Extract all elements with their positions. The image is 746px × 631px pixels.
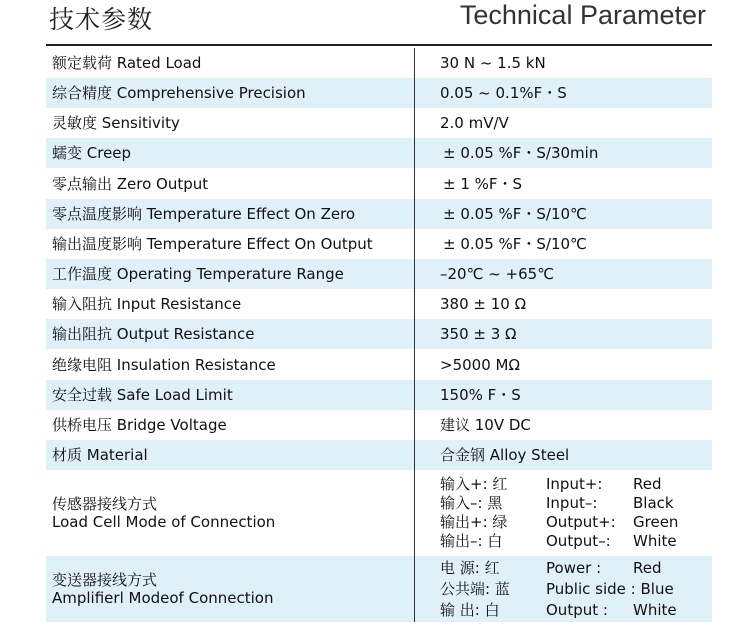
wire-cn: 公共端: 蓝 <box>440 579 510 598</box>
spec-value: ± 1 %F・S <box>443 174 523 193</box>
amplifier-connection-row <box>46 556 712 622</box>
wire-color: Red <box>633 558 662 577</box>
spec-value: >5000 MΩ <box>440 355 520 374</box>
spec-value: 建议 10V DC <box>440 416 531 434</box>
spec-label: 安全过载 Safe Load Limit <box>46 380 415 410</box>
spec-value: ± 0.05 %F・S/10℃ <box>443 235 587 253</box>
spec-label: 输出温度影响 Temperature Effect On Output <box>46 229 415 259</box>
amplifier-connection-label <box>46 556 415 622</box>
spec-table <box>46 48 712 622</box>
load-cell-connection-row <box>46 470 712 556</box>
title-english: Technical Parameter <box>459 0 706 30</box>
wire-en: Output : <box>546 600 608 619</box>
wire-cn: 输入+: 红 <box>440 475 508 493</box>
spec-value: 380 ± 10 Ω <box>440 295 527 313</box>
title-chinese: 技术参数 <box>49 5 154 34</box>
label-cn: 传感器接线方式 <box>52 495 158 513</box>
wire-en: Input–: <box>546 494 598 512</box>
wire-color: Red <box>633 475 662 493</box>
spec-row <box>46 380 712 410</box>
spec-row <box>46 229 712 259</box>
spec-value: ± 0.05 %F・S/30min <box>443 144 599 162</box>
spec-row <box>46 48 712 78</box>
wire-cn: 输出+: 绿 <box>440 513 508 531</box>
header-rule <box>46 44 712 46</box>
wire-en: Power : <box>546 558 602 577</box>
spec-value: ± 0.05 %F・S/10℃ <box>443 205 587 223</box>
spec-label: 灵敏度 Sensitivity <box>46 108 415 138</box>
wire-en: Output+: <box>546 513 616 531</box>
spec-row <box>46 138 712 168</box>
amplifier-wires <box>415 558 712 621</box>
spec-row <box>46 410 712 440</box>
header <box>0 0 746 44</box>
spec-row <box>46 259 712 289</box>
wire-color: White <box>633 600 677 619</box>
spec-label: 零点输出 Zero Output <box>46 168 415 199</box>
wire-cn: 输入–: 黑 <box>440 494 503 512</box>
spec-row <box>46 319 712 349</box>
spec-row <box>46 108 712 138</box>
load-cell-wires <box>415 475 712 551</box>
spec-value: 30 N ~ 1.5 kN <box>440 54 546 72</box>
wire-cn: 输 出: 白 <box>440 600 500 619</box>
spec-value: 150% F・S <box>440 386 521 404</box>
spec-row <box>46 440 712 470</box>
spec-row <box>46 289 712 319</box>
wire-en: Public side : Blue <box>546 579 674 598</box>
spec-value: 350 ± 3 Ω <box>440 325 517 343</box>
spec-label: 输入阻抗 Input Resistance <box>46 289 415 319</box>
spec-label: 额定载荷 Rated Load <box>46 48 415 78</box>
spec-label: 零点温度影响 Temperature Effect On Zero <box>46 199 415 229</box>
label-en: Load Cell Mode of Connection <box>52 513 276 531</box>
spec-label: 供桥电压 Bridge Voltage <box>46 410 415 440</box>
spec-value: 合金钢 Alloy Steel <box>440 446 570 464</box>
load-cell-connection-label <box>46 470 415 556</box>
wire-color: White <box>633 532 677 550</box>
label-cn: 变送器接线方式 <box>52 571 158 589</box>
wire-en: Input+: <box>546 475 603 493</box>
wire-color: Black <box>633 494 674 512</box>
spec-label: 输出阻抗 Output Resistance <box>46 319 415 349</box>
wire-cn: 输出–: 白 <box>440 532 503 550</box>
wire-cn: 电 源: 红 <box>440 558 500 577</box>
spec-row <box>46 199 712 229</box>
spec-label: 工作温度 Operating Temperature Range <box>46 259 415 289</box>
label-en: Amplifierl Modeof Connection <box>52 589 274 607</box>
spec-value: –20℃ ~ +65℃ <box>440 265 555 283</box>
wire-en: Output–: <box>546 532 611 550</box>
spec-label: 蠕变 Creep <box>46 138 415 168</box>
spec-label: 综合精度 Comprehensive Precision <box>46 78 415 108</box>
spec-value: 2.0 mV/V <box>440 114 509 132</box>
spec-row <box>46 78 712 108</box>
spec-value: 0.05 ~ 0.1%F・S <box>440 84 567 102</box>
spec-row <box>46 168 712 199</box>
wire-color: Green <box>633 513 679 531</box>
spec-label: 绝缘电阻 Insulation Resistance <box>46 349 415 380</box>
spec-label: 材质 Material <box>46 440 415 470</box>
spec-row <box>46 349 712 380</box>
